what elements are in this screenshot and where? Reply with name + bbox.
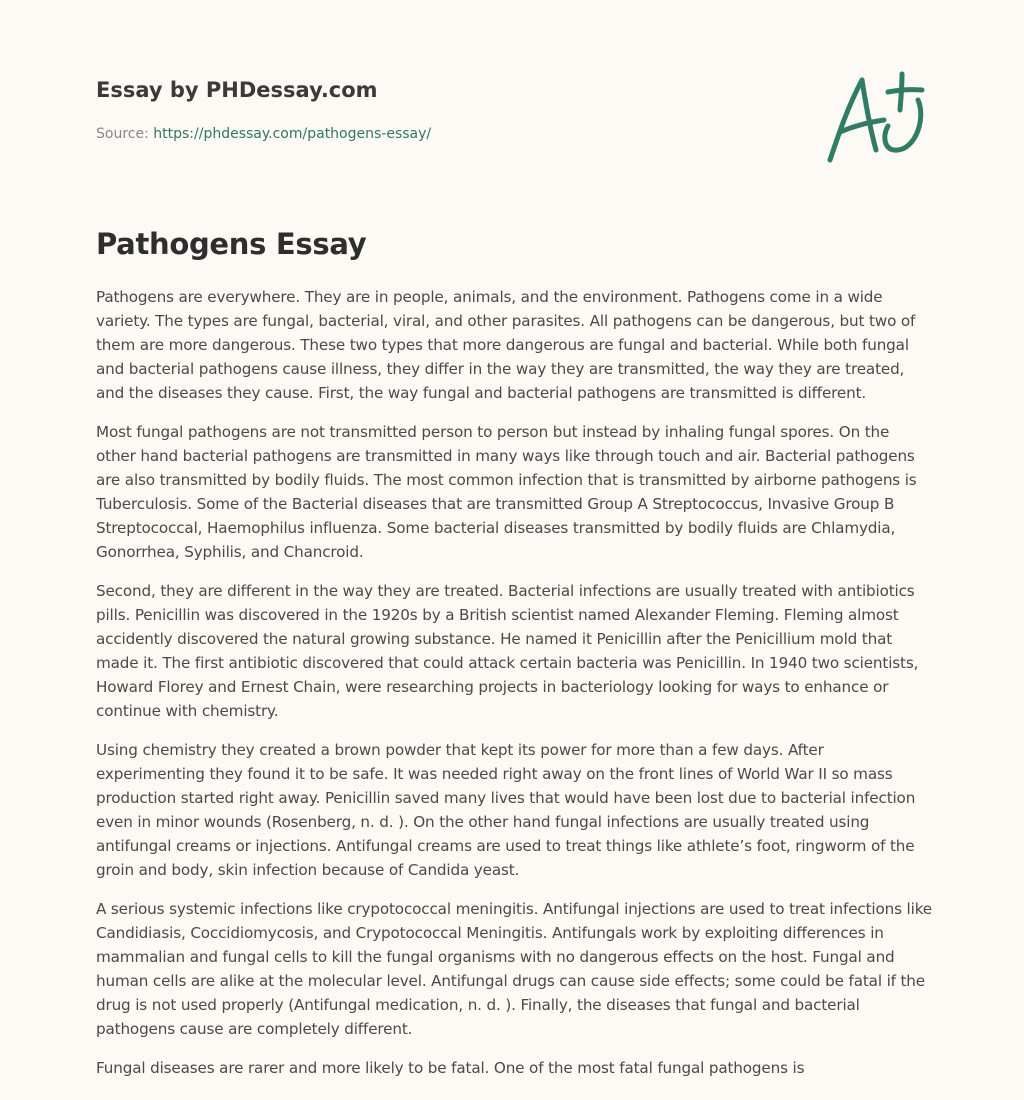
source-link[interactable]: https://phdessay.com/pathogens-essay/ [153, 126, 432, 142]
essay-paragraph: Second, they are different in the way they are treated. Bacterial infections are usually treated with antibiotics pills. Penicillin was discovered in the 1920s by a British scientist named Alexander Fleming. Fleming almost accidently discovered the natural growing substance. He named it Penicillin after the Penicillium mold that made it. The first antibiotic discovered that could attack certain bacteria was Penicillin. In 1940 two scientists, Howard Florey and Ernest Chain, were researching projects in bacteriology looking for ways to enhance or continue with chemistry. [96, 582, 919, 720]
site-title: Essay by PHDessay.com [96, 78, 378, 102]
source-label: Source: [96, 126, 149, 142]
essay-paragraph: A serious systemic infections like crypotococcal meningitis. Antifungal injections are used to treat infections like Candidiasis, Coccidiomycosis, and Crypotococcal Meningitis. Antifungals work by exploiting differences in mammalian and fungal cells to kill the fungal organisms with no dangerous effects on the host. Fungal and human cells are alike at the molecular level. Antifungal drugs can cause side effects; some could be fatal if the drug is not used properly (Antifungal medication, n. d. ). Finally, the diseases that fungal and bacterial pathogens cause are completely different. [96, 900, 932, 1038]
essay-paragraph: Fungal diseases are rarer and more likely to be fatal. One of the most fatal fungal pathogens is [96, 1059, 805, 1077]
essay-paragraph: Pathogens are everywhere. They are in people, animals, and the environment. Pathogens come in a wide variety. The types are fungal, bacterial, viral, and other parasites. All pathogens can be dangerous, but two of them are more dangerous. These two types that more dangerous are fungal and bacterial. While both fungal and bacterial pathogens cause illness, they differ in the way they are transmitted, the way they are treated, and the diseases they cause. First, the way fungal and bacterial pathogens are transmitted is different. [96, 288, 916, 402]
source-line [96, 124, 928, 144]
essay-paragraph: Most fungal pathogens are not transmitted person to person but instead by inhaling fungal spores. On the other hand bacterial pathogens are transmitted in many ways like through touch and air. Bacterial pathogens are also transmitted by bodily fluids. The most common infection that is transmitted by airborne pathogens is Tuberculosis. Some of the Bacterial diseases that are transmitted Group A Streptococcus, Invasive Group B Streptococcal, Haemophilus influenza. Some bacterial diseases transmitted by bodily fluids are Chlamydia, Gonorrhea, Syphilis, and Chancroid. [96, 423, 917, 561]
essay-body [96, 285, 932, 1095]
essay-paragraph: Using chemistry they created a brown powder that kept its power for more than a few days. After experimenting they found it to be safe. It was needed right away on the front lines of World War II so mass production started right away. Penicillin saved many lives that would have been lost due to bacterial infection even in minor wounds (Rosenberg, n. d. ). On the other hand fungal infections are usually treated using antifungal creams or injections. Antifungal creams are used to treat things like athlete’s foot, ringworm of the groin and body, skin infection because of Candida yeast. [96, 741, 916, 879]
essay-title: Pathogens Essay [96, 227, 367, 261]
page-header [96, 76, 928, 144]
a-plus-logo-icon [818, 66, 930, 166]
